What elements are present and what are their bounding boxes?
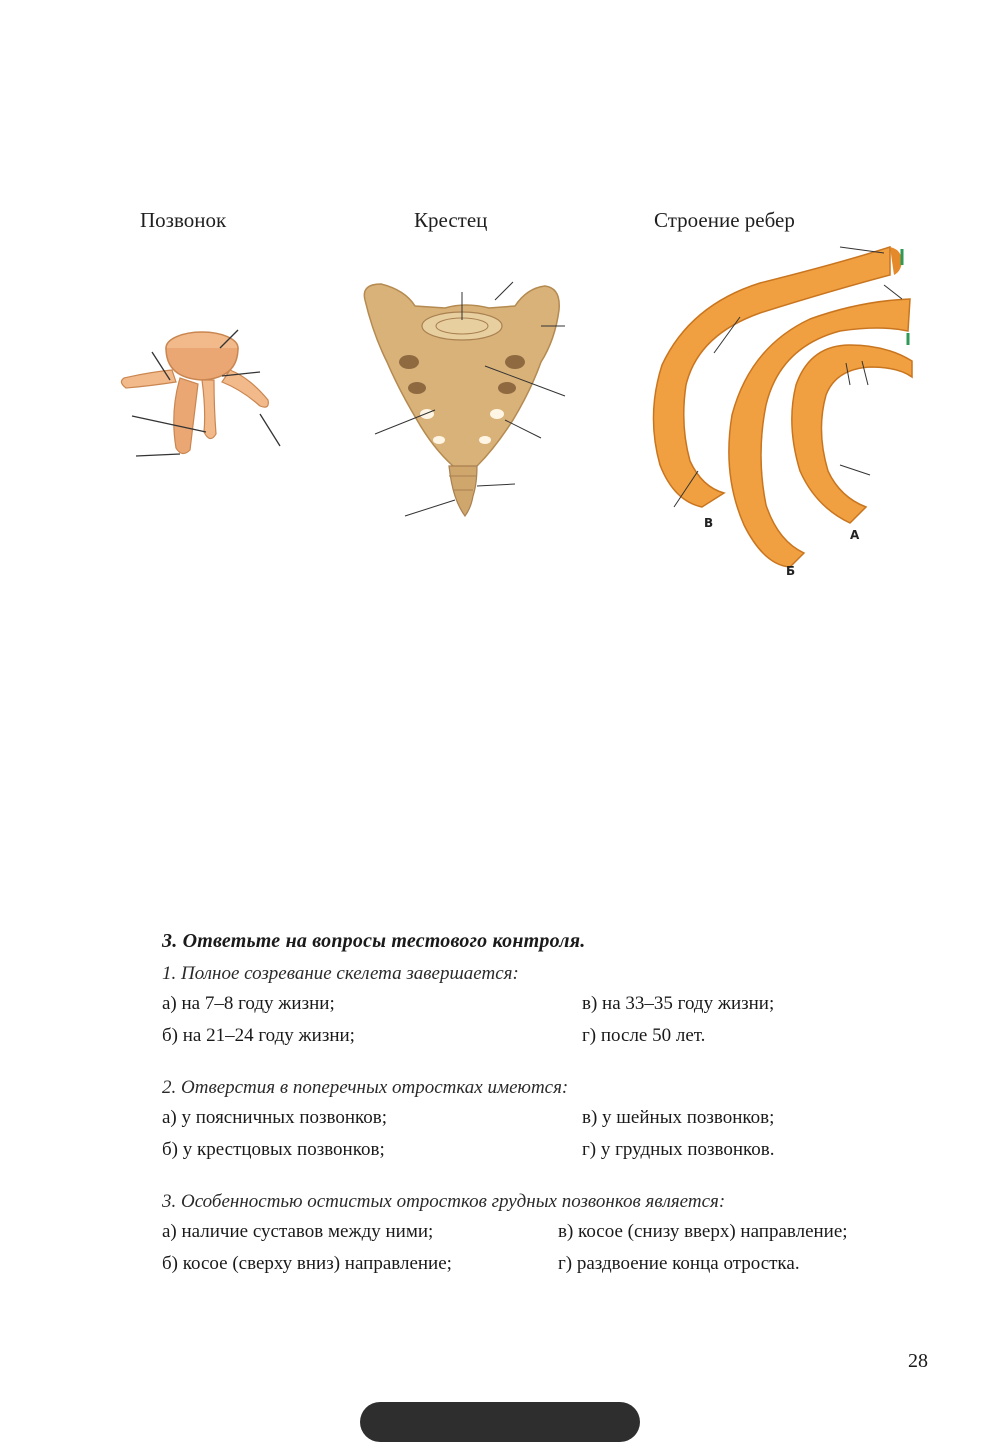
option-g: г) раздвоение конца отростка. (558, 1253, 800, 1274)
option-b: б) на 21–24 году жизни; (162, 1025, 355, 1046)
option-v: в) на 33–35 году жизни; (582, 993, 775, 1014)
question-text: 3. Особенностью остистых отростков грудных позвонков является: (162, 1191, 726, 1212)
rib-letter-b: Б (786, 564, 796, 578)
question-text: 2. Отверстия в поперечных отростках имеются: (162, 1077, 569, 1098)
option-g: г) у грудных позвонков. (582, 1139, 775, 1160)
test-section (162, 930, 942, 1305)
ribs-illustration (640, 235, 940, 595)
section-title: 3. Ответьте на вопросы тестового контроля. (162, 930, 586, 952)
ribs-caption: Строение ребер (654, 208, 795, 232)
option-v: в) у шейных позвонков; (582, 1107, 775, 1128)
rib-letter-a: А (850, 528, 860, 542)
vertebra-illustration (110, 320, 290, 480)
option-a: а) на 7–8 году жизни; (162, 993, 335, 1014)
vertebra-caption: Позвонок (140, 208, 227, 232)
question-3 (162, 1191, 942, 1275)
sacrum-caption: Крестец (414, 208, 488, 232)
question-1 (162, 963, 942, 1047)
option-v: в) косое (снизу вверх) направление; (558, 1221, 848, 1242)
option-b: б) косое (сверху вниз) направление; (162, 1253, 452, 1274)
option-a: а) наличие суставов между ними; (162, 1221, 434, 1242)
home-indicator-bar[interactable] (360, 1402, 640, 1442)
option-g: г) после 50 лет. (582, 1025, 706, 1046)
question-2 (162, 1077, 942, 1161)
page-number: 28 (908, 1350, 928, 1372)
sacrum-illustration (345, 270, 585, 550)
option-a: а) у поясничных позвонков; (162, 1107, 388, 1128)
rib-letter-v: В (704, 516, 714, 530)
question-text: 1. Полное созревание скелета завершается: (162, 963, 519, 984)
option-b: б) у крестцовых позвонков; (162, 1139, 385, 1160)
